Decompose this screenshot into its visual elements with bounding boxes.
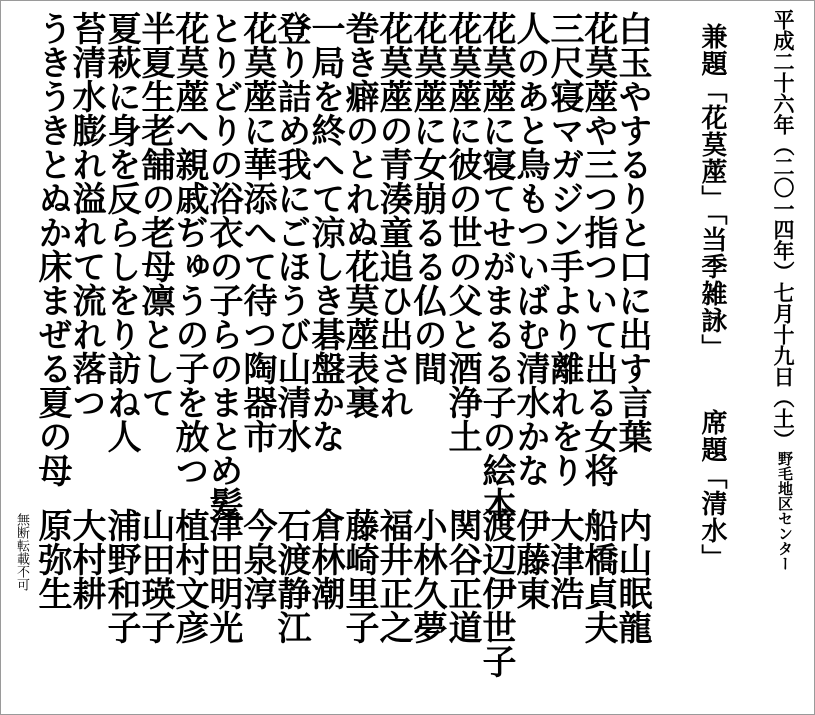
- poem-author: 原弥生: [32, 508, 72, 610]
- poem-text: 花茣蓙へ親戚ぢゅうの子を放つ: [169, 11, 209, 487]
- theme-sekidai: 席題「清水」: [697, 409, 727, 571]
- poem-text: 巻き癖のとれぬ花茣蓙表裏: [339, 11, 379, 419]
- poem-text: 登り詰め我にごほうび山清水: [271, 11, 311, 453]
- poem-text: 人のあと鳥もついばむ清水かな: [510, 11, 550, 487]
- poem-author: 福井正之: [373, 508, 413, 644]
- copyright-notice: 無断転載不可: [14, 513, 29, 591]
- poem-author: 内山眠龍: [612, 508, 652, 644]
- theme-kendai: 兼題「花茣蓙」「当季雑詠」: [697, 23, 727, 361]
- poem-author: 今泉淳: [237, 508, 277, 610]
- poem-author: 石渡静江: [271, 508, 311, 644]
- poem-text: 花茣蓙に女崩るる仏の間: [407, 11, 447, 385]
- poem-text: 白玉やするりと口に出す言葉: [612, 11, 652, 453]
- poem-text: 花茣蓙に彼の世の父と酒浄土: [442, 11, 482, 453]
- header-date: 平成二十六年（二〇一四年）七月十九日（土）: [771, 9, 796, 450]
- poem-text: 花茣蓙に華添へて待つ陶器市: [237, 11, 277, 453]
- poem-author: 船橋貞夫: [578, 508, 618, 644]
- poem-text: 三尺寝マガジン手より離れをり: [544, 11, 584, 487]
- poem-text: 一局を終へて涼しき碁盤かな: [305, 11, 345, 453]
- poem-text: とりどりの浴衣の子らのまとめ髪: [203, 11, 243, 521]
- poem-text: 花茣蓙に寝てせがまるる子の絵本: [476, 11, 516, 521]
- poem-author: 大津浩: [544, 508, 584, 610]
- poem-text: うきうきとぬか床まぜる夏の母: [32, 11, 72, 487]
- poem-author: 津田明光: [203, 508, 243, 644]
- poem-author: 藤崎里子: [339, 508, 379, 644]
- poem-author: 関谷正道: [442, 508, 482, 644]
- poem-text: 花茣蓙や三つ指ついて出る女将: [578, 11, 618, 487]
- poem-author: 大村耕: [66, 508, 106, 610]
- poem-text: 夏萩に身を反らしをり訪ね人: [101, 11, 141, 453]
- poem-author: 植村文彦: [169, 508, 209, 644]
- poem-text: 花茣蓙の青湊童追ひ出され: [373, 11, 413, 419]
- poem-author: 小林久夢: [407, 508, 447, 644]
- poem-author: 山田瑛子: [135, 508, 175, 644]
- poem-author: 浦野和子: [101, 508, 141, 644]
- poem-author: 伊藤東: [510, 508, 550, 610]
- poem-author: 渡辺伊世子: [476, 508, 516, 678]
- poem-text: 半夏生老舗の老母凛として: [135, 11, 175, 419]
- header-venue: 野毛地区センター: [776, 451, 794, 571]
- poem-author: 倉林潮: [305, 508, 345, 610]
- poem-text: 苔清水膨れ溢れて流れ落つ: [66, 11, 106, 419]
